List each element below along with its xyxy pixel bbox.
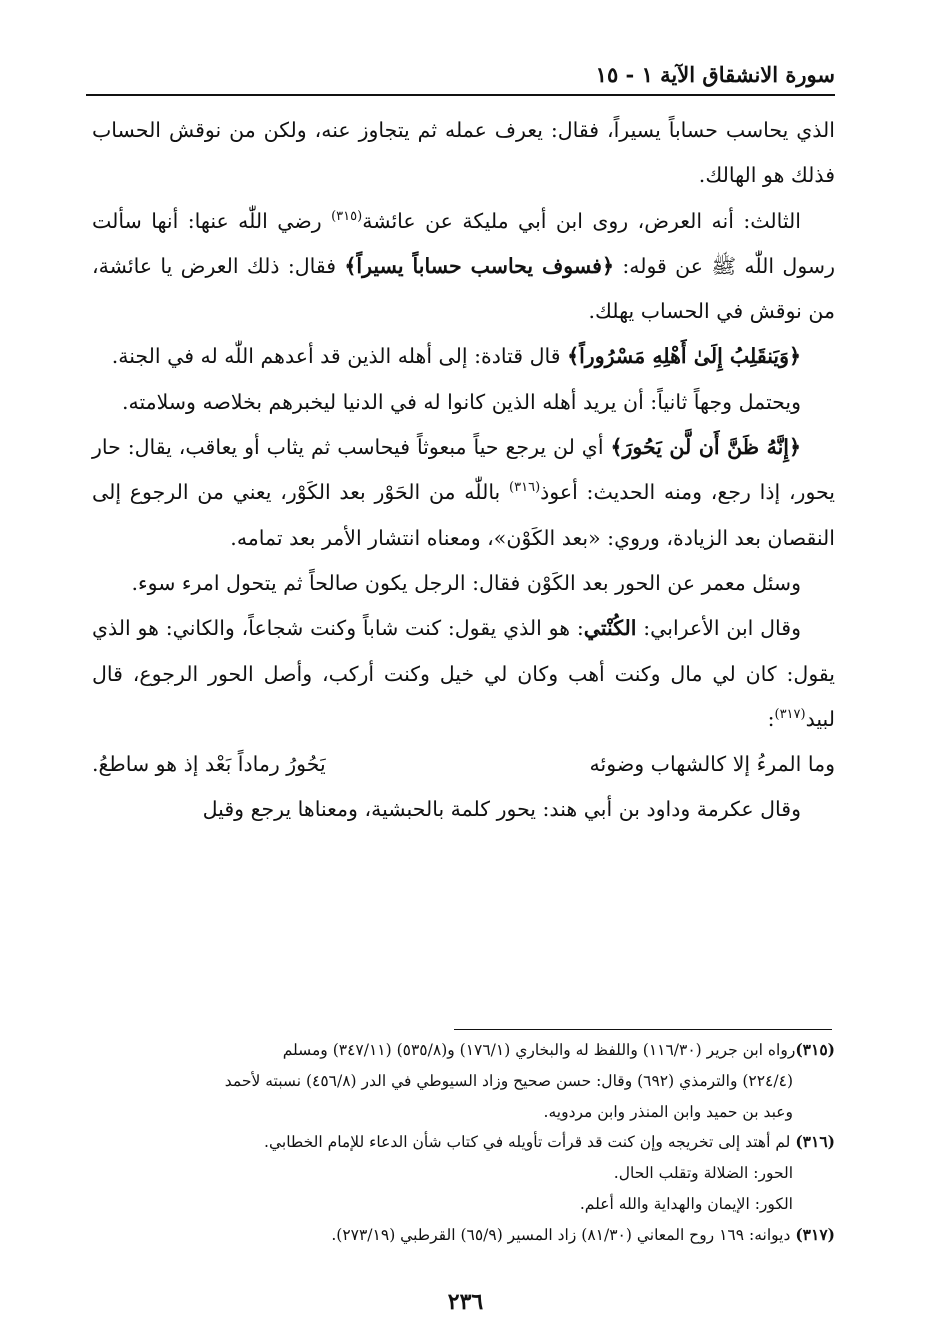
quran-quote-3: ﴿إِنَّهُ ظَنَّ أَن لَّن يَحُورَ﴾ <box>610 435 801 460</box>
footnote-315 <box>82 1035 835 1066</box>
footnote-316-line-3 <box>82 1189 835 1220</box>
paragraph-5-text-a: أي لن يرجع حياً مبعوثاً فيحاسب ثم يثاب أو يعاقب، يقال: حار يحور، إذا رجع، ومنه الحديث: أعوذ <box>92 435 835 505</box>
footnote-316-text-c: الكور: الإيمان والهداية والله أعلم. <box>579 1194 793 1213</box>
footnote-316-text-b: الحور: الضلالة وتقلب الحال. <box>613 1164 793 1183</box>
paragraph-5-text-b: باللّٰه من الحَوْر بعد الكَوْر، يعني من الرجوع إلى النقصان بعد الزيادة، وروي: «بعد الكَوْن»، ومعناه انتشار الأمر بعد تمامه. <box>92 480 835 550</box>
footnote-ref-316: (٣١٦) <box>509 480 541 496</box>
paragraph-4 <box>92 380 835 425</box>
paragraph-4-text: ويحتمل وجهاً ثانياً: أن يريد أهله الذين كانوا له في الدنيا ليخبرهم بخلاصه وسلامته. <box>121 389 801 414</box>
paragraph-1-text: الذي يحاسب حساباً يسيراً، فقال: يعرف عمله ثم يتجاوز عنه، ولكن من نوقش الحساب فذلك هو الهالك. <box>92 118 835 188</box>
quran-quote-2: ﴿وَيَنقَلِبُ إِلَىٰ أَهْلِهِ مَسْرُوراً﴾ <box>567 344 801 369</box>
running-header <box>86 58 835 92</box>
footnote-317-number: (٣١٧) <box>795 1224 835 1244</box>
paragraph-2 <box>92 199 835 335</box>
paragraph-3 <box>92 334 835 379</box>
footnote-315-line-2 <box>82 1066 835 1097</box>
page-number: ٢٣٦ <box>447 1289 484 1315</box>
footnote-316-number: (٣١٦) <box>795 1132 835 1152</box>
body-text <box>92 108 835 833</box>
footnote-ref-317: (٣١٧) <box>774 707 806 723</box>
paragraph-2-text-b: رضي اللّٰه عنها: أنها سألت رسول اللّٰه ﷺ عن قوله: <box>92 208 835 278</box>
footnote-315-line-3 <box>82 1097 835 1128</box>
footnote-316-text-a: لم أهتد إلى تخريجه وإن كنت قد قرأت تأويله في كتاب شأن الدعاء للإمام الخطابي. <box>264 1133 791 1152</box>
paragraph-1 <box>92 108 835 199</box>
footnote-315-text-b: (٢٢٤/٤) والترمذي (٦٩٢) وقال: حسن صحيح وزاد السيوطي في الدر (٤٥٦/٨) نسبته لأحمد <box>224 1071 793 1090</box>
header-rule <box>86 94 835 96</box>
paragraph-7-text-a: وقال ابن الأعرابي: <box>636 616 801 641</box>
paragraph-7-text-c: : <box>767 706 775 731</box>
paragraph-6-text: وسئل معمر عن الحور بعد الكَوْن فقال: الرجل يكون صالحاً ثم يتحول امرء سوء. <box>131 570 801 595</box>
poetry-verse <box>92 742 835 787</box>
footnote-317-text: ديوانه: ١٦٩ روح المعاني (٨١/٣٠) زاد المسير (٦٥/٩) القرطبي (٢٧٣/١٩). <box>331 1225 791 1244</box>
footnote-ref-315: (٣١٥) <box>331 208 363 224</box>
paragraph-6 <box>92 561 835 606</box>
footnotes <box>82 1035 835 1251</box>
verse-second-hemistich: يَحُورُ رماداً بَعْد إذ هو ساطعُ. <box>92 752 326 777</box>
verse-first-hemistich: وما المرءُ إلا كالشهاب وضوئه <box>589 752 835 777</box>
quran-quote-1: ﴿فسوف يحاسب حساباً يسيراً﴾ <box>344 253 614 278</box>
paragraph-3-text: قال قتادة: إلى أهله الذين قد أعدهم اللّٰه له في الجنة. <box>111 344 568 369</box>
footnote-317 <box>82 1220 835 1251</box>
footnote-rule <box>454 1029 832 1030</box>
footnote-315-number: (٣١٥) <box>795 1040 835 1059</box>
paragraph-7 <box>92 606 835 742</box>
running-header-title: سورة الانشقاق الآية ١ - ١٥ <box>595 62 835 87</box>
paragraph-5 <box>92 425 835 561</box>
paragraph-7-text-b: : هو الذي يقول: كنت شاباً وكنت شجاعاً، والكاني: هو الذي يقول: كان لي مال وكنت أهب وكان لي خيل وكنت أركب، وأصل الحور الرجوع، قال لبيد <box>92 616 835 731</box>
footnote-316-line-2 <box>82 1158 835 1189</box>
footnote-316 <box>82 1127 835 1158</box>
paragraph-7-term: الكُنْتي <box>583 616 637 641</box>
paragraph-2-text-c: فقال: ذلك العرض يا عائشة، من نوقش في الحساب يهلك. <box>92 253 835 324</box>
paragraph-8 <box>92 787 835 832</box>
footnote-315-text-c: وعبد بن حميد وابن المنذر وابن مردويه. <box>543 1102 793 1121</box>
paragraph-8-text: وقال عكرمة وداود بن أبي هند: يحور كلمة بالحبشية، ومعناها يرجع وقيل <box>202 797 801 822</box>
paragraph-2-text-a: الثالث: أنه العرض، روى ابن أبي مليكة عن عائشة <box>362 208 801 233</box>
footnote-315-text-a: رواه ابن جرير (١١٦/٣٠) واللفظ له والبخاري (١٧٦/١) و(٥٣٥/٨) (٣٤٧/١١) ومسلم <box>282 1041 796 1059</box>
